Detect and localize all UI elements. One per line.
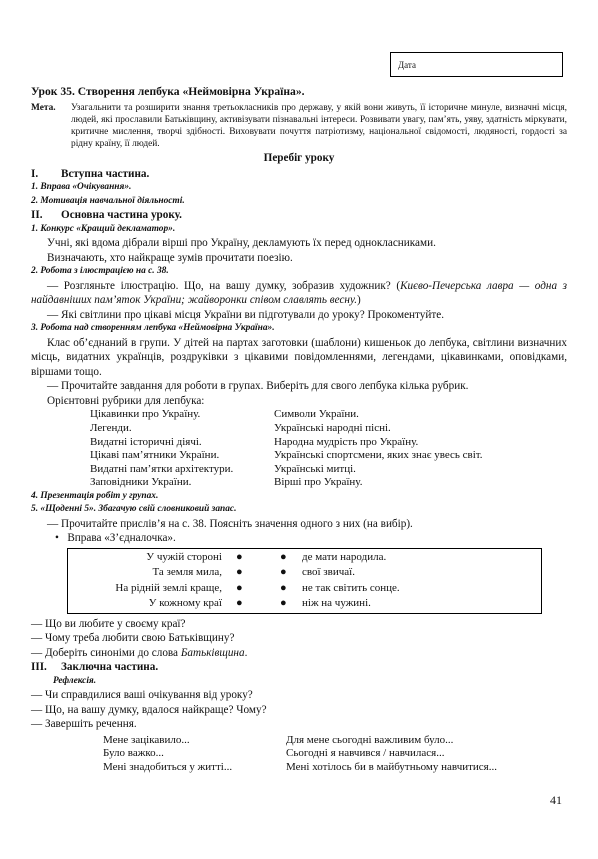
sentence-starters [31,734,567,775]
section-number: III. [31,661,47,674]
section-number: II. [31,209,43,222]
subsection-heading: 3. Робота над створенням лепбука «Неймовірна Україна». [31,323,275,334]
connect-dot-icon[interactable]: ● [280,581,287,594]
goal-label: Мета. [31,102,56,113]
sentence-starter: Було важко... [103,747,164,760]
exercise-title: Вправа «З’єдналочка». [67,532,176,545]
paragraph: Клас об’єднаний в групи. У дітей на партах заготовки (шаблони) кишеньок до лепбука, світлини визначних місць, видатних українців, роздруківки з цікавими повідомленнями, легендами, цікавинками, оповідками, віршами тощо. [31,336,567,378]
rubric-item: Цікавинки про Україну. [90,408,201,421]
proverb-start: На рідній землі краще, [115,581,222,594]
connect-dot-icon[interactable]: ● [236,581,243,594]
question: — Прочитайте прислів’я на с. 38. Поясніть значення одного з них (на вибір). [47,517,413,530]
proverb-end: не так світить сонце. [302,581,400,594]
question-text: — Доберіть синоніми до слова [31,646,181,659]
sentence-starter: Для мене сьогодні важливим було... [286,733,454,746]
proverb-start: Та земля мила, [152,566,222,579]
starters-column-left [103,734,286,775]
rubrics-column-left [90,408,274,490]
section-title: Вступна частина. [61,167,150,180]
date-label: Дата [398,60,416,70]
section-title: Заключна частина. [61,661,159,674]
rubric-item: Цікаві пам’ятники України. [90,449,220,462]
question [31,279,567,308]
lesson-goal [31,102,567,151]
rubrics-column-right [274,408,567,490]
proverb-start: У кожному краї [148,597,222,610]
subsection-heading: 1. Вправа «Очікування». [31,182,132,193]
matching-row [68,581,541,597]
sentence-starter: Сьогодні я навчився / навчилася... [286,747,445,760]
matching-exercise [67,548,542,614]
rubric-item: Українські спортсмени, яких знає увесь світ. [274,449,483,462]
question: — Які світлини про цікаві місця України ви підготували до уроку? Прокоментуйте. [47,308,444,321]
keyword: Батьківщина [180,646,245,659]
paragraph: — Прочитайте завдання для роботи в групах. Виберіть для свого лепбука кілька рубрик. [47,380,469,393]
lesson-title: Урок 35. Створення лепбука «Неймовірна Україна». [31,85,305,98]
question-text: . [244,646,248,659]
question: — Чому треба любити свою Батьківщину? [31,632,235,645]
section-number: I. [31,167,39,180]
date-field [390,52,563,77]
rubric-item: Народна мудрість про Україну. [274,435,419,448]
page-number: 41 [550,793,562,807]
rubric-item: Заповідники України. [90,476,192,489]
bullet-icon: • [55,532,59,545]
matching-row [68,565,541,581]
rubric-item: Вірші про Україну. [274,476,363,489]
connect-dot-icon[interactable]: ● [236,566,243,579]
proverb-end: ніж на чужині. [302,597,371,610]
connect-dot-icon[interactable]: ● [236,597,243,610]
proverb-end: свої звичаї. [302,566,355,579]
connect-dot-icon[interactable]: ● [280,566,287,579]
question: — Що, на вашу думку, вдалося найкраще? Чому? [31,703,267,716]
matching-row [68,550,541,566]
exercise-item [31,531,567,546]
rubric-item: Легенди. [90,421,132,434]
paragraph: Орієнтовні рубрики для лепбука: [47,394,205,407]
starters-column-right [286,734,497,775]
question: — Що ви любите у своєму краї? [31,617,186,630]
subsection-heading: Рефлексія. [53,675,97,686]
connect-dot-icon[interactable]: ● [280,597,287,610]
matching-row [68,596,541,612]
course-heading: Перебіг уроку [263,152,335,165]
paragraph: Учні, які вдома дібрали вірші про Україну, декламують їх перед однокласниками. [47,237,436,250]
section-2-heading [31,208,567,223]
connect-dot-icon[interactable]: ● [236,550,243,563]
question-text: ) [357,294,361,307]
rubrics-list [31,408,567,490]
subsection-heading: 5. «Щоденні 5». Збагачую свій словниковий запас. [31,504,237,515]
section-1-heading [31,167,567,182]
sentence-starter: Мені хотілось би в майбутньому навчитися... [286,761,497,774]
question: — Завершіть речення. [31,718,137,731]
rubric-item: Українські митці. [274,462,356,475]
subsection-heading: 1. Конкурс «Кращий декламатор». [31,223,176,234]
question [31,646,567,661]
subsection-heading: 2. Мотивація навчальної діяльності. [31,195,185,206]
lesson-content [31,85,567,775]
proverb-start: У чужій стороні [146,550,222,563]
sentence-starter: Мене зацікавило... [103,733,190,746]
sentence-starter: Мені знадобиться у житті... [103,761,233,774]
subsection-heading: 4. Презентація робіт у групах. [31,490,159,501]
rubric-item: Українські народні пісні. [274,421,391,434]
rubric-item: Видатні пам’ятки архітектури. [90,462,234,475]
answer-hint: Києво-Печерська лавра — одна з найдавніших пам’яток України; жайворонки співом славлять весну. [31,279,567,307]
subsection-heading: 2. Робота з ілюстрацією на с. 38. [31,266,169,277]
section-3-heading [31,660,567,675]
goal-text: Узагальнити та розширити знання третьокласників про державу, у якій вони живуть, її історичне минуле, визначні місця, людей, які прославили Батьківщину, активізувати пізнавальні інтереси. Розвивати увагу, пам’ять, уяву, здатність міркувати, критичне мислення, творчі здібності. Виховувати почуття патріотизму, національної свідомості, людяності, гордості за рідну країну, її людей. [71,102,567,150]
proverb-end: де мати народила. [302,550,387,563]
question: — Чи справдилися ваші очікування від уроку? [31,689,253,702]
rubric-item: Символи України. [274,408,359,421]
section-title: Основна частина уроку. [61,209,182,222]
rubric-item: Видатні історичні діячі. [90,435,202,448]
connect-dot-icon[interactable]: ● [280,550,287,563]
question-text: — Розгляньте ілюстрацію. Що, на вашу думку, зобразив художник? ( [47,279,401,292]
paragraph: Визначають, хто найкраще зумів прочитати поезію. [47,251,293,264]
